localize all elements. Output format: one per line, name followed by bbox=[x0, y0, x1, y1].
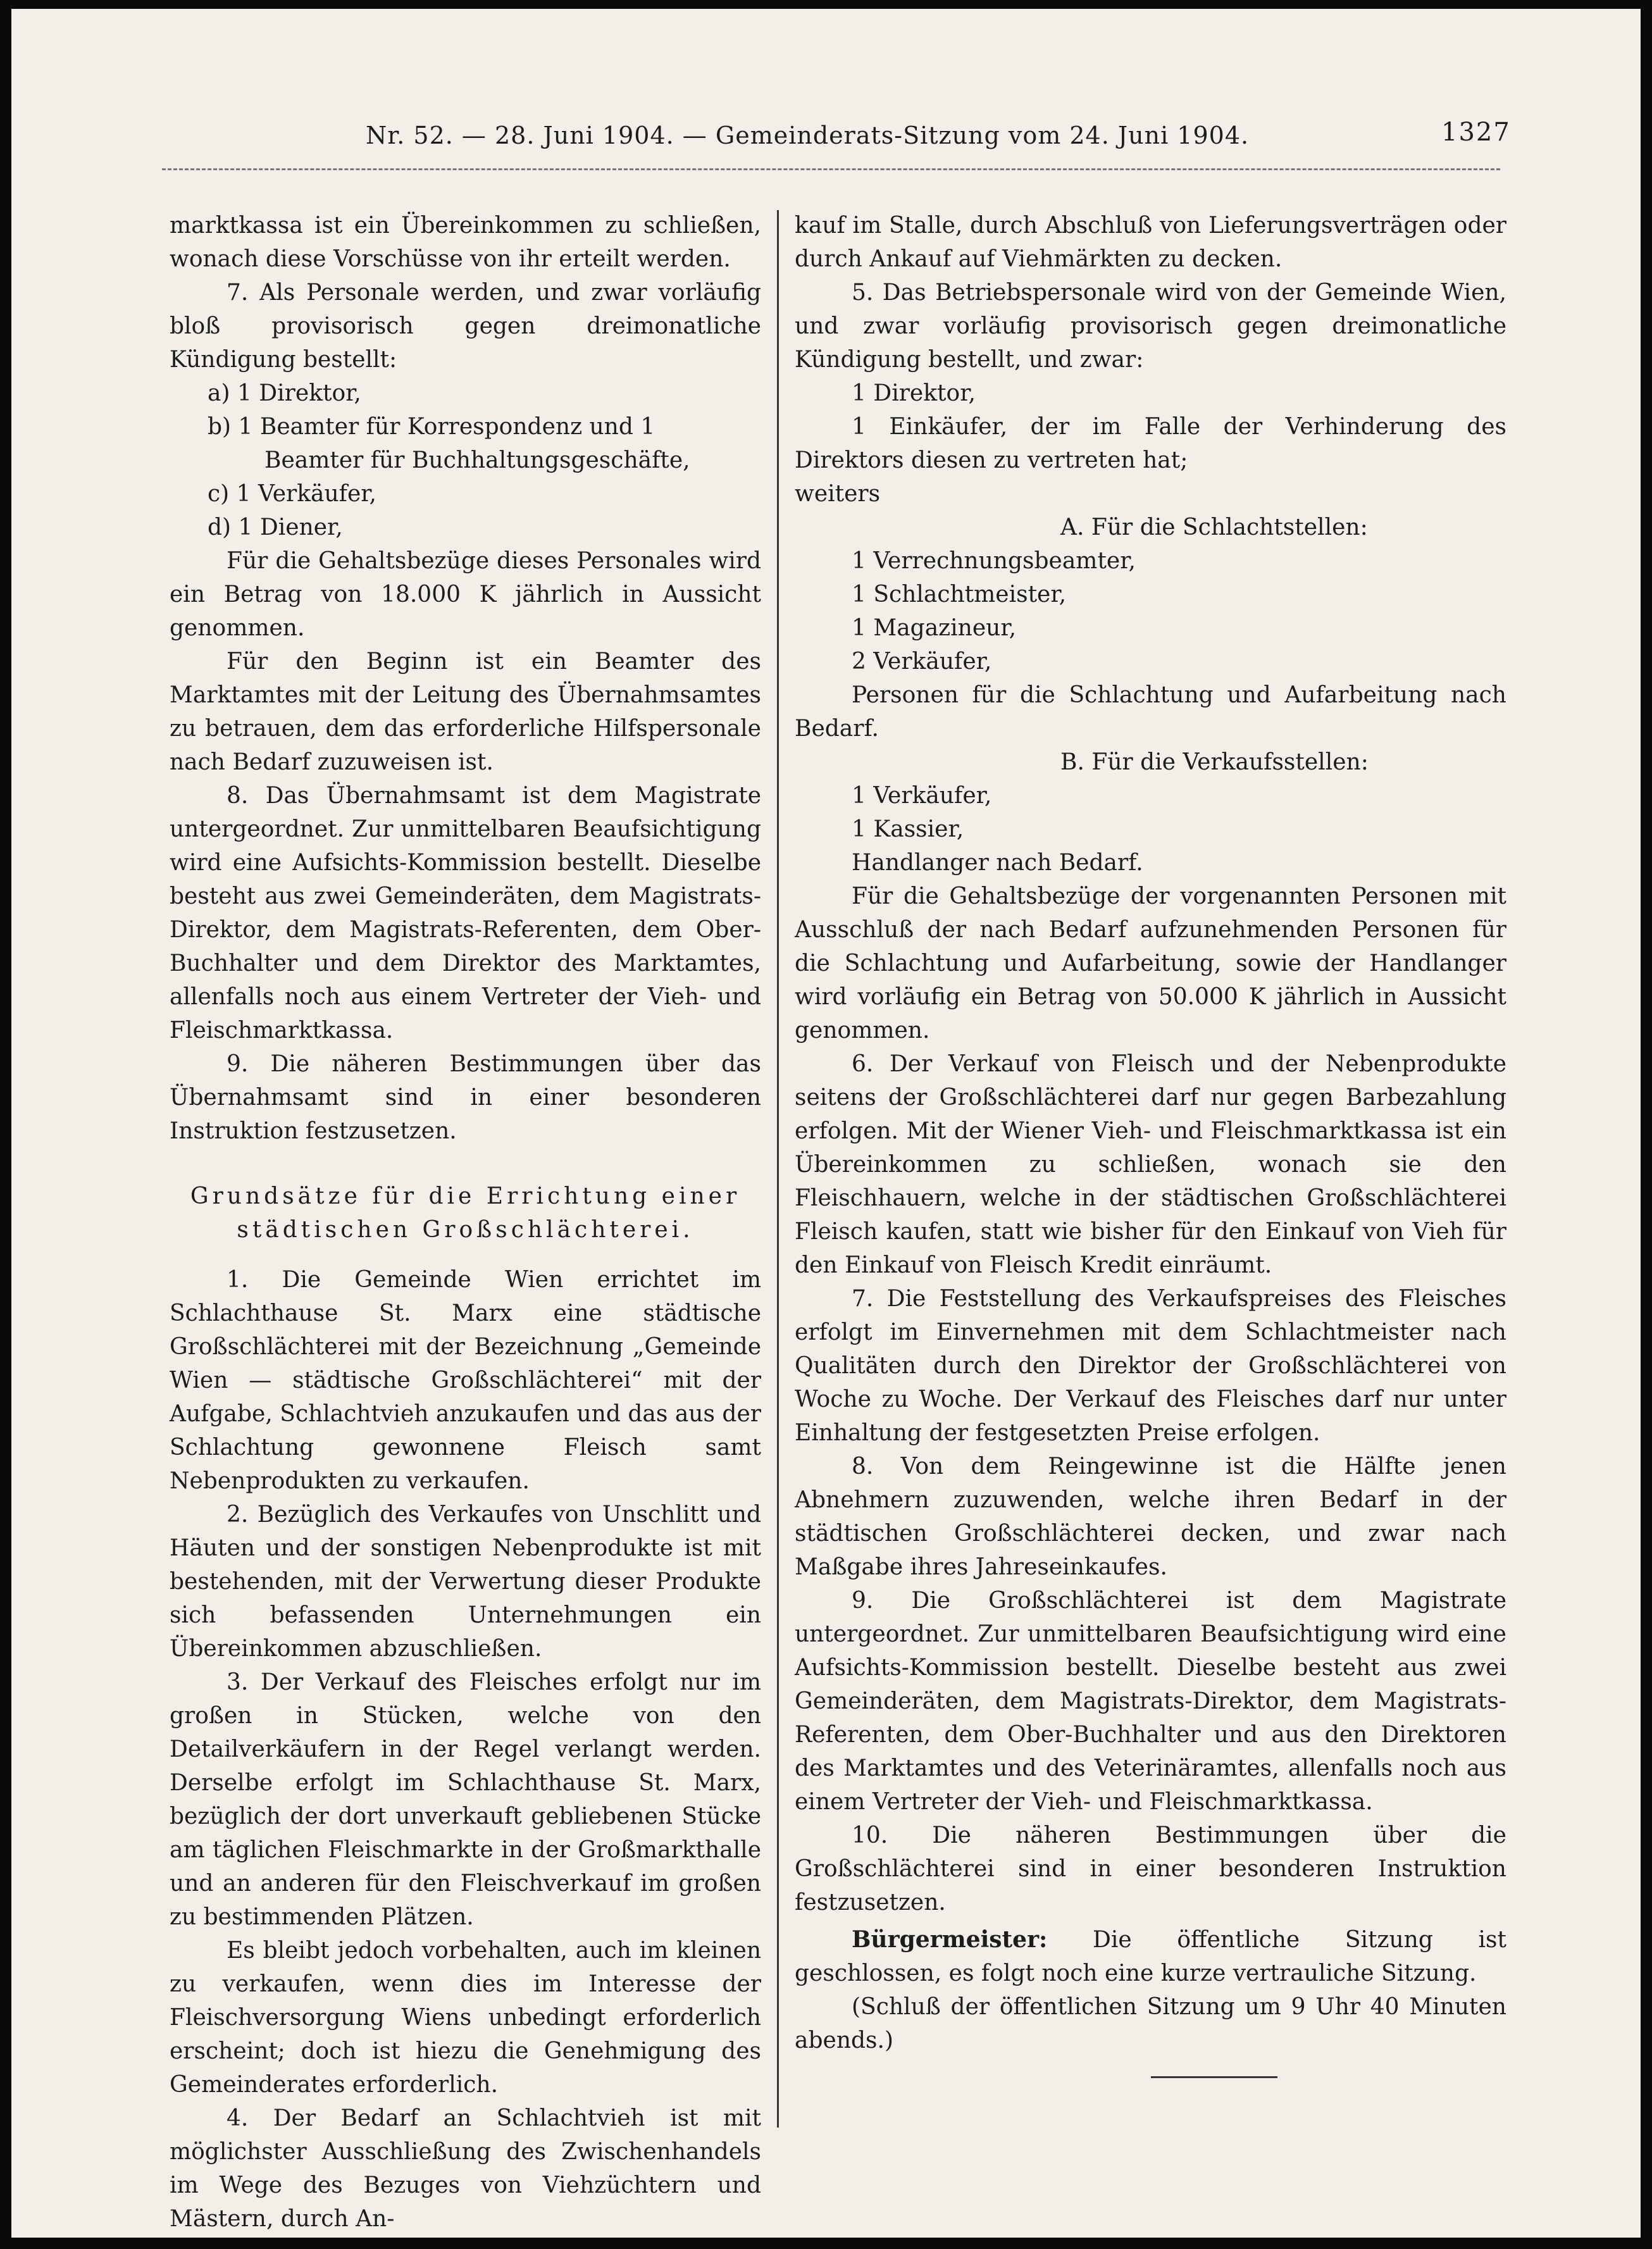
paragraph: Es bleibt jedoch vorbehalten, auch im kleinen zu verkaufen, wenn dies im Interesse der Fleischversorgung Wiens unbedingt erforderlich erscheint; doch ist hiezu die Genehmigung des Gemeinderates erforderlich. bbox=[170, 1938, 761, 2098]
paragraph: Für die Gehaltsbezüge dieses Personales wird ein Betrag von 18.000 K jährlich in Aussicht genommen. bbox=[170, 548, 761, 641]
paragraph: 1 Verrechnungsbeamter, bbox=[852, 548, 1136, 574]
paragraph: 3. Der Verkauf des Fleisches erfolgt nur im großen in Stücken, welche von den Detailverkäufern in der Regel verlangt werden. Derselbe erfolgt im Schlachthause St. Marx, bezüglich der dort unverkauft gebliebenen Stücke am täglichen Fleischmarkte in der Großmarkthalle und an anderen für den Fleischverkauf im großen zu bestimmenden Plätzen. bbox=[170, 1669, 761, 1930]
closing-note: (Schluß der öffentlichen Sitzung um 9 Uhr 40 Minuten abends.) bbox=[795, 1994, 1506, 2053]
paragraph: 8. Von dem Reingewinne ist die Hälfte jenen Abnehmern zuzuwenden, welche ihren Bedarf in der städtischen Großschlächterei decken, und zwar nach Maßgabe ihres Jahreseinkaufes. bbox=[795, 1454, 1506, 1580]
closing-rule bbox=[1151, 2076, 1277, 2078]
paragraph: Personen für die Schlachtung und Aufarbeitung nach Bedarf. bbox=[795, 682, 1506, 742]
paragraph: B. Für die Verkaufsstellen: bbox=[1060, 749, 1369, 775]
column-divider bbox=[777, 210, 779, 2128]
paragraph: 2 Verkäufer, bbox=[852, 649, 992, 675]
right-column-body bbox=[795, 209, 1506, 1919]
paragraph: 1 Magazineur, bbox=[852, 615, 1017, 641]
right-column bbox=[795, 209, 1506, 2078]
paragraph: Für den Beginn ist ein Beamter des Marktamtes mit der Leitung des Übernahmsamtes zu betrauen, dem das erforderliche Hilfspersonale nach Bedarf zuzuweisen ist. bbox=[170, 649, 761, 775]
closing-statement bbox=[795, 1923, 1506, 1990]
paragraph: 1 Kassier, bbox=[852, 816, 964, 842]
paragraph: 10. Die näheren Bestimmungen über die Großschlächterei sind in einer besonderen Instruktion festzusetzen. bbox=[795, 1822, 1506, 1916]
closing-text: Die öffentliche Sitzung ist geschlossen, es folgt noch eine kurze vertrauliche Sitzung. bbox=[795, 1927, 1506, 1986]
paragraph: 9. Die näheren Bestimmungen über das Übernahmsamt sind in einer besonderen Instruktion festzusetzen. bbox=[170, 1051, 761, 1144]
paragraph: 6. Der Verkauf von Fleisch und der Nebenprodukte seitens der Großschlächterei darf nur gegen Barbezahlung erfolgen. Mit der Wiener Vieh- und Fleischmarktkassa ist ein Übereinkommen zu schließen, wonach sie den Fleischhauern, welche in der städtischen Großschlächterei Fleisch kaufen, statt wie bisher für den Einkauf von Vieh für den Einkauf von Fleisch Kredit einräumt. bbox=[795, 1051, 1506, 1278]
paragraph: Handlanger nach Bedarf. bbox=[852, 850, 1143, 876]
paragraph: 1 Einkäufer, der im Falle der Verhinderung des Direktors diesen zu vertreten hat; bbox=[795, 414, 1506, 473]
paragraph: kauf im Stalle, durch Abschluß von Lieferungsverträgen oder durch Ankauf auf Viehmärkten zu decken. bbox=[795, 213, 1506, 272]
paragraph: 1 Verkäufer, bbox=[852, 783, 992, 809]
paragraph: d) 1 Diener, bbox=[208, 514, 343, 540]
paragraph: 5. Das Betriebspersonale wird von der Gemeinde Wien, und zwar vorläufig provisorisch gegen dreimonatliche Kündigung bestellt, und zwar: bbox=[795, 280, 1506, 373]
paragraph: 7. Als Personale werden, und zwar vorläufig bloß provisorisch gegen dreimonatliche Kündigung bestellt: bbox=[170, 280, 761, 373]
running-header: Nr. 52. — 28. Juni 1904. — Gemeinderats-Sitzung vom 24. Juni 1904. bbox=[366, 121, 1250, 149]
paragraph: b) 1 Beamter für Korrespondenz und 1 Beamter für Buchhaltungsgeschäfte, bbox=[208, 414, 690, 473]
paragraph: 2. Bezüglich des Verkaufes von Unschlitt und Häuten und der sonstigen Nebenprodukte ist mit bestehenden, mit der Verwertung dieser Produkte sich befassenden Unternehmungen ein Übereinkommen abzuschließen. bbox=[170, 1502, 761, 1662]
paragraph: marktkassa ist ein Übereinkommen zu schließen, wonach diese Vorschüsse von ihr erteilt werden. bbox=[170, 213, 761, 272]
paragraph: A. Für die Schlachtstellen: bbox=[1060, 514, 1368, 540]
paragraph: 1 Schlachtmeister, bbox=[852, 582, 1067, 607]
paragraph: c) 1 Verkäufer, bbox=[208, 481, 376, 507]
paragraph: 9. Die Großschlächterei ist dem Magistrate untergeordnet. Zur unmittelbaren Beaufsichtigung wird eine Aufsichts-Kommission bestellt. Dieselbe besteht aus zwei Gemeinderäten, dem Magistrats-Direktor, dem Magistrats-Referenten, dem Ober-Buchhalter und aus den Direktoren des Marktamtes und des Veterinäramtes, allenfalls noch aus einem Vertreter der Vieh- und Fleischmarktkassa. bbox=[795, 1588, 1506, 1815]
paragraph: 4. Der Bedarf an Schlachtvieh ist mit möglichster Ausschließung des Zwischenhandels im Wege des Bezuges von Viehzüchtern und Mästern, durch An- bbox=[170, 2105, 761, 2232]
speaker-label: Bürgermeister: bbox=[852, 1926, 1048, 1953]
section-heading: Grundsätze für die Errichtung einer städtischen Großschlächterei. bbox=[190, 1183, 741, 1243]
left-column bbox=[170, 209, 761, 2236]
paragraph: 1. Die Gemeinde Wien errichtet im Schlachthause St. Marx eine städtische Großschlächterei mit der Bezeichnung „Gemeinde Wien — städtische Großschlächterei“ mit der Aufgabe, Schlachtvieh anzukaufen und das aus der Schlachtung gewonnene Fleisch samt Nebenprodukten zu verkaufen. bbox=[170, 1267, 761, 1494]
page-number: 1327 bbox=[1441, 118, 1511, 147]
paragraph: 8. Das Übernahmsamt ist dem Magistrate untergeordnet. Zur unmittelbaren Beaufsichtigung wird eine Aufsichts-Kommission bestellt. Dieselbe besteht aus zwei Gemeinderäten, dem Magistrats-Direktor, dem Magistrats-Referenten, dem Ober-Buchhalter und dem Direktor des Marktamtes, allenfalls noch aus einem Vertreter der Vieh- und Fleischmarktkassa. bbox=[170, 783, 761, 1044]
paragraph: weiters bbox=[795, 481, 881, 507]
paragraph: Für die Gehaltsbezüge der vorgenannten Personen mit Ausschluß der nach Bedarf aufzunehmenden Personen für die Schlachtung und Aufarbeitung, sowie der Handlanger wird vorläufig ein Betrag von 50.000 K jährlich in Aussicht genommen. bbox=[795, 883, 1506, 1044]
paragraph: 1 Direktor, bbox=[852, 380, 976, 406]
paragraph: a) 1 Direktor, bbox=[208, 380, 361, 406]
paragraph: 7. Die Feststellung des Verkaufspreises des Fleisches erfolgt im Einvernehmen mit dem Schlachtmeister nach Qualitäten durch den Direktor der Großschlächterei von Woche zu Woche. Der Verkauf des Fleisches darf nur unter Einhaltung der festgesetzten Preise erfolgen. bbox=[795, 1286, 1506, 1446]
header-divider bbox=[162, 168, 1500, 170]
document-page bbox=[11, 9, 1641, 2238]
